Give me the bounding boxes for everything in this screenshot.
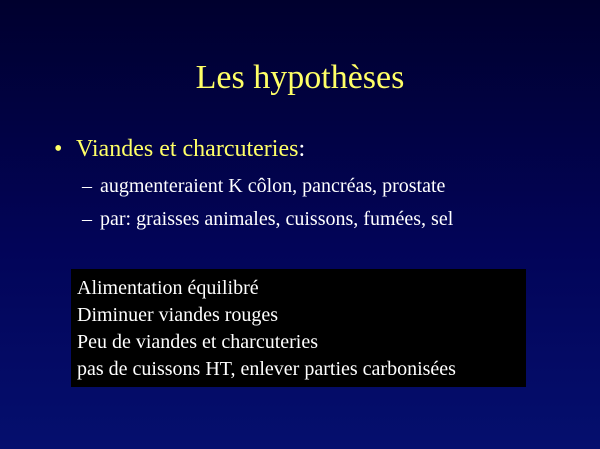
box-line: Diminuer viandes rouges [77,304,279,326]
box-line: pas de cuissons HT, enlever parties carbonisées [77,358,456,380]
sub-item [82,206,453,232]
slide-title: Les hypothèses [195,59,405,96]
bullet-icon: • [54,136,63,162]
bullet-colon: : [298,136,306,162]
bullet-text: Viandes et charcuteries [76,136,299,162]
dash-icon: – [82,175,92,197]
sub-item-text: par: graisses animales, cuissons, fumées, sel [100,208,454,230]
dash-icon: – [82,208,92,230]
sub-item [82,173,445,199]
box-line: Peu de viandes et charcuteries [77,331,319,353]
box-line: Alimentation équilibré [77,277,259,299]
sub-item-text: augmenteraient K côlon, pancréas, prostate [100,175,446,197]
recommendation-box [71,269,526,387]
bullet-item [54,134,305,164]
